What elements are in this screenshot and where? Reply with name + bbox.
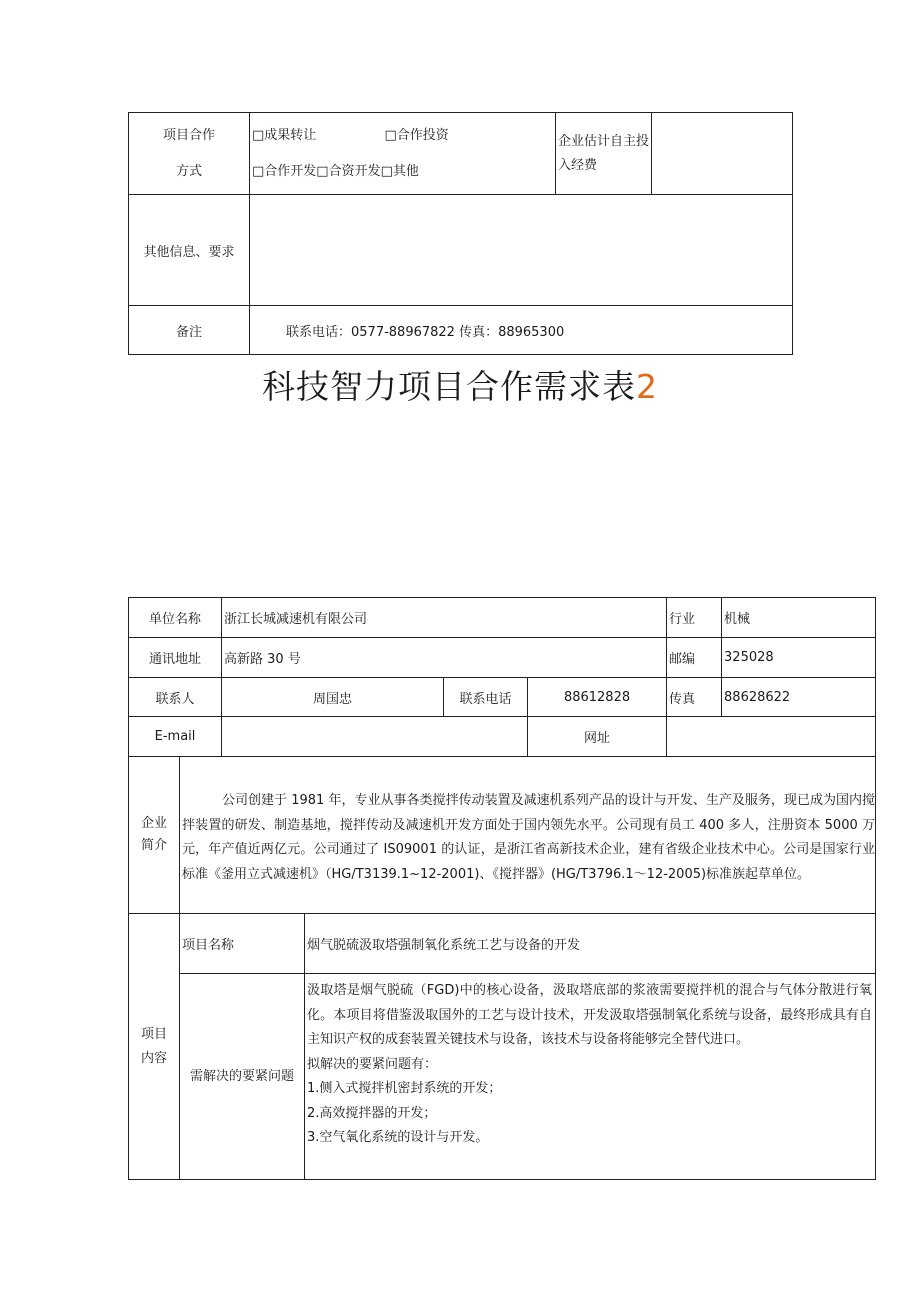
cooperation-method-label: 项目合作 方式 [129,113,250,195]
intro-label: 企业 简介 [129,757,180,914]
email-label: E-mail [129,717,222,757]
contact-label: 联系人 [129,678,222,717]
problem-item: 2.高效搅拌器的开发； [307,1105,437,1121]
title-number: 2 [636,367,658,406]
postcode-label: 邮编 [667,638,722,678]
website-value[interactable] [667,717,876,757]
industry-label: 行业 [667,598,722,638]
cooperation-table [128,112,793,355]
option-transfer[interactable]: □成果转让 [252,127,317,143]
website-label: 网址 [528,717,667,757]
problem-item: 3.空气氧化系统的设计与开发。 [307,1130,489,1145]
postcode-value[interactable]: 325028 [722,638,876,678]
self-invest-label: 企业估计自主投入经费 [556,113,652,195]
project-name-label: 项目名称 [180,914,305,974]
email-value[interactable] [222,717,528,757]
project-label: 项目 内容 [129,914,180,1180]
other-info-value[interactable] [250,195,793,306]
unit-name-label: 单位名称 [129,598,222,638]
fax-value[interactable]: 88628622 [722,678,876,717]
project-name-value: 烟气脱硫汲取塔强制氧化系统工艺与设备的开发 [305,914,876,974]
page-title: 科技智力项目合作需求表2 [262,367,658,406]
problem-item: 1.侧入式搅拌机密封系统的开发； [307,1081,502,1096]
contact-value[interactable]: 周国忠 [222,678,444,717]
remarks-label: 备注 [129,306,250,355]
address-label: 通讯地址 [129,638,222,678]
industry-value[interactable]: 机械 [722,598,876,638]
option-joint-investment[interactable]: □合作投资 [384,127,449,143]
option-development-line[interactable]: □合作开发□合资开发□其他 [252,163,419,179]
remarks-value: 联系电话：0577-88967822 传真：88965300 [250,306,793,355]
company-table [128,597,876,1180]
phone-label: 联系电话 [444,678,528,717]
problem-text: 汲取塔是烟气脱硫（FGD)中的核心设备，汲取塔底部的浆液需要搅拌机的混合与气体分散进行氧化。本项目将借鉴汲取国外的工艺与设计技术，开发汲取塔强制氧化系统与设备，最终形成具有自主知识产权的成套装置关键技术与设备，该技术与设备将能够完全替代进口。 拟解决的要紧问题有： 1.侧入式搅拌机密封系统的开发； 2.高效搅拌器的开发； 3.空气氧化系统的设计与开发。 [305,974,876,1180]
unit-name-value[interactable]: 浙江长城减速机有限公司 [222,598,667,638]
problem-label: 需解决的要紧问题 [180,974,305,1180]
intro-text: 公司创建于 1981 年，专业从事各类搅拌传动装置及减速机系列产品的设计与开发、生产及服务，现已成为国内搅拌装置的研发、制造基地，搅拌传动及减速机开发方面处于国内领先水平。公司现有员工 400 多人，注册资本 5000 万元，年产值近两亿元。公司通过了 IS09001 的认证，是浙江省高新技术企业，建有省级企业技术中心。公司是国家行业标准《釜用立式减速机》（HG/T3139.1~12-2001)、《搅拌器》(HG/T3796.1～12-2005)标准族起草单位。 [180,757,876,914]
phone-value[interactable]: 88612828 [528,678,667,717]
fax-label: 传真 [667,678,722,717]
address-value[interactable]: 高新路 30 号 [222,638,667,678]
self-invest-value[interactable] [652,113,793,195]
other-info-label: 其他信息、要求 [129,195,250,306]
cooperation-options [250,113,556,195]
